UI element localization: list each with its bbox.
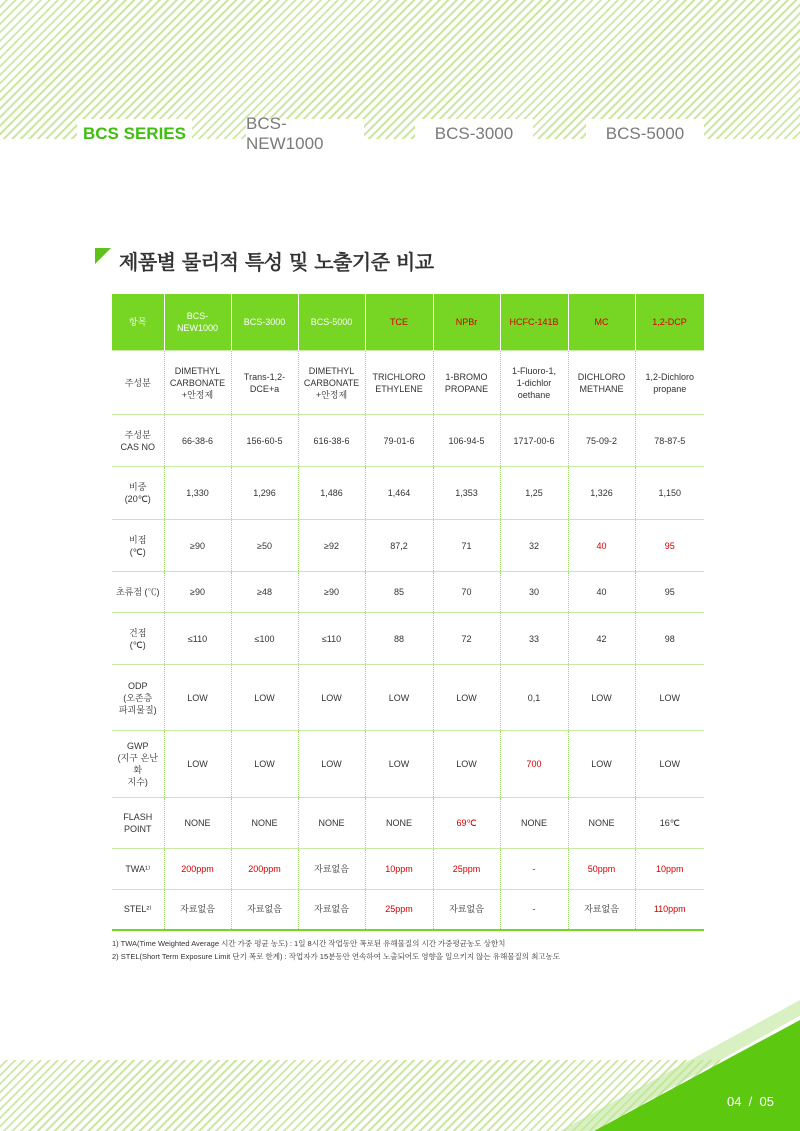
comparison-table [112, 294, 705, 931]
row-label: 건점 (℃) [112, 613, 164, 665]
table-cell: LOW [298, 731, 365, 798]
table-cell: 1717-00-6 [500, 415, 568, 467]
table-cell: 1,296 [231, 467, 298, 520]
column-header: 항목 [112, 294, 164, 351]
table-cell: 자료없음 [568, 890, 635, 930]
table-row [112, 351, 704, 415]
table-cell: 50ppm [568, 849, 635, 890]
table-cell: LOW [365, 665, 433, 731]
table-cell: LOW [568, 665, 635, 731]
row-label: 주성분 CAS NO [112, 415, 164, 467]
tab-bcs-new1000[interactable]: BCS-NEW1000 [246, 119, 364, 149]
table-cell: 87,2 [365, 520, 433, 572]
footnote-twa: 1) TWA(Time Weighted Average 시간 가중 평균 농도) : 1일 8시간 작업동안 폭로된 유해물질의 시간 가중평균농도 상한치 [112, 939, 506, 948]
page-number [727, 1094, 774, 1109]
table-cell: NONE [164, 798, 231, 849]
table-cell: ≥90 [298, 572, 365, 613]
column-header: BCS-5000 [298, 294, 365, 351]
table-cell: 25ppm [365, 890, 433, 930]
row-label: 비점 (℃) [112, 520, 164, 572]
tab-bcs-5000[interactable]: BCS-5000 [586, 119, 704, 149]
row-label: ODP (오존층 파괴물질) [112, 665, 164, 731]
table-cell: 1-BROMO PROPANE [433, 351, 500, 415]
table-cell: - [500, 890, 568, 930]
table-cell: 75-09-2 [568, 415, 635, 467]
table-cell: 25ppm [433, 849, 500, 890]
table-cell: 1,464 [365, 467, 433, 520]
table-row [112, 890, 704, 930]
page-current: 04 [726, 1094, 742, 1109]
table-cell: 40 [568, 572, 635, 613]
column-header: NPBr [433, 294, 500, 351]
table-row [112, 415, 704, 467]
table-cell: NONE [298, 798, 365, 849]
table-cell: 16℃ [635, 798, 704, 849]
table-cell: ≤110 [164, 613, 231, 665]
table-cell: TRICHLORO ETHYLENE [365, 351, 433, 415]
table-cell: 1,353 [433, 467, 500, 520]
table-cell: LOW [164, 665, 231, 731]
table-cell: 156-60-5 [231, 415, 298, 467]
table-cell: LOW [231, 731, 298, 798]
table-cell: ≥92 [298, 520, 365, 572]
table-cell: 98 [635, 613, 704, 665]
column-header: TCE [365, 294, 433, 351]
table-cell: NONE [365, 798, 433, 849]
row-label: TWA¹⁾ [112, 849, 164, 890]
table-cell: NONE [500, 798, 568, 849]
table-cell: ≥50 [231, 520, 298, 572]
table-cell: LOW [635, 731, 704, 798]
table-cell: LOW [433, 731, 500, 798]
row-label: FLASH POINT [112, 798, 164, 849]
section-title: 제품별 물리적 특성 및 노출기준 비교 [119, 250, 434, 274]
row-label: 초류점 (℃) [112, 572, 164, 613]
table-cell: NONE [231, 798, 298, 849]
page-next: 05 [759, 1094, 774, 1109]
table-cell: LOW [365, 731, 433, 798]
table-row [112, 613, 704, 665]
triangle-marker-icon [95, 248, 111, 264]
table-cell: 자료없음 [298, 890, 365, 930]
table-cell: 1,2-Dichloro propane [635, 351, 704, 415]
row-label: GWP (지구 온난화 지수) [112, 731, 164, 798]
table-cell: 110ppm [635, 890, 704, 930]
table-cell: DIMETHYL CARBONATE +안정제 [298, 351, 365, 415]
table-cell: ≥90 [164, 572, 231, 613]
table-cell: 72 [433, 613, 500, 665]
table-row [112, 572, 704, 613]
table-cell: 30 [500, 572, 568, 613]
section-heading [95, 246, 434, 275]
table-cell: 200ppm [231, 849, 298, 890]
table-cell: NONE [568, 798, 635, 849]
table-cell: 32 [500, 520, 568, 572]
footnote-stel: 2) STEL(Short Term Exposure Limit 단기 폭로 한계) : 작업자가 15분동안 연속하여 노출되어도 영향을 일으키지 않는 유해물질의 최고농도 [112, 952, 561, 961]
table-cell: DIMETHYL CARBONATE +안정제 [164, 351, 231, 415]
table-cell: 71 [433, 520, 500, 572]
table-cell: DICHLORO METHANE [568, 351, 635, 415]
table-cell: 자료없음 [298, 849, 365, 890]
tab-bcs-3000[interactable]: BCS-3000 [415, 119, 533, 149]
tab-bcs-series[interactable]: BCS SERIES [77, 119, 192, 149]
table-row [112, 520, 704, 572]
table-cell: 0,1 [500, 665, 568, 731]
table-cell: LOW [231, 665, 298, 731]
table-cell: 자료없음 [231, 890, 298, 930]
table-row [112, 798, 704, 849]
table-cell: 1,486 [298, 467, 365, 520]
table-cell: 42 [568, 613, 635, 665]
table-cell: LOW [298, 665, 365, 731]
page-separator: / [748, 1094, 753, 1109]
table-cell: 10ppm [635, 849, 704, 890]
table-cell: 40 [568, 520, 635, 572]
table-cell: LOW [433, 665, 500, 731]
table-row [112, 665, 704, 731]
table-cell: ≤100 [231, 613, 298, 665]
table-cell: 79-01-6 [365, 415, 433, 467]
table-cell: LOW [635, 665, 704, 731]
table-cell: 95 [635, 572, 704, 613]
table-header-row [112, 294, 704, 351]
table-cell: 700 [500, 731, 568, 798]
table-cell: 자료없음 [164, 890, 231, 930]
table-cell: 95 [635, 520, 704, 572]
table-cell: 자료없음 [433, 890, 500, 930]
table-cell: 1,330 [164, 467, 231, 520]
row-label: 주성분 [112, 351, 164, 415]
table-cell: 78-87-5 [635, 415, 704, 467]
table-cell: 200ppm [164, 849, 231, 890]
table-cell: LOW [164, 731, 231, 798]
table-row [112, 849, 704, 890]
table-cell: - [500, 849, 568, 890]
row-label: STEL²⁾ [112, 890, 164, 930]
table-cell: 1-Fluoro-1, 1-dichlor oethane [500, 351, 568, 415]
table-cell: 70 [433, 572, 500, 613]
table-cell: 69℃ [433, 798, 500, 849]
table-cell: 33 [500, 613, 568, 665]
footnotes [112, 937, 560, 963]
column-header: HCFC-141B [500, 294, 568, 351]
row-label: 비중 (20℃) [112, 467, 164, 520]
table-cell: 1,326 [568, 467, 635, 520]
table-cell: 85 [365, 572, 433, 613]
column-header: 1,2-DCP [635, 294, 704, 351]
table-cell: 1,25 [500, 467, 568, 520]
table-cell: 616-38-6 [298, 415, 365, 467]
table-cell: 10ppm [365, 849, 433, 890]
column-header: MC [568, 294, 635, 351]
table-cell: ≥48 [231, 572, 298, 613]
table-cell: ≤110 [298, 613, 365, 665]
table-cell: 66-38-6 [164, 415, 231, 467]
table-cell: 106-94-5 [433, 415, 500, 467]
table-row [112, 467, 704, 520]
table-row [112, 731, 704, 798]
table-cell: ≥90 [164, 520, 231, 572]
table-cell: LOW [568, 731, 635, 798]
table-cell: 1,150 [635, 467, 704, 520]
table-cell: 88 [365, 613, 433, 665]
column-header: BCS-3000 [231, 294, 298, 351]
column-header: BCS- NEW1000 [164, 294, 231, 351]
table-cell: Trans-1,2- DCE+a [231, 351, 298, 415]
